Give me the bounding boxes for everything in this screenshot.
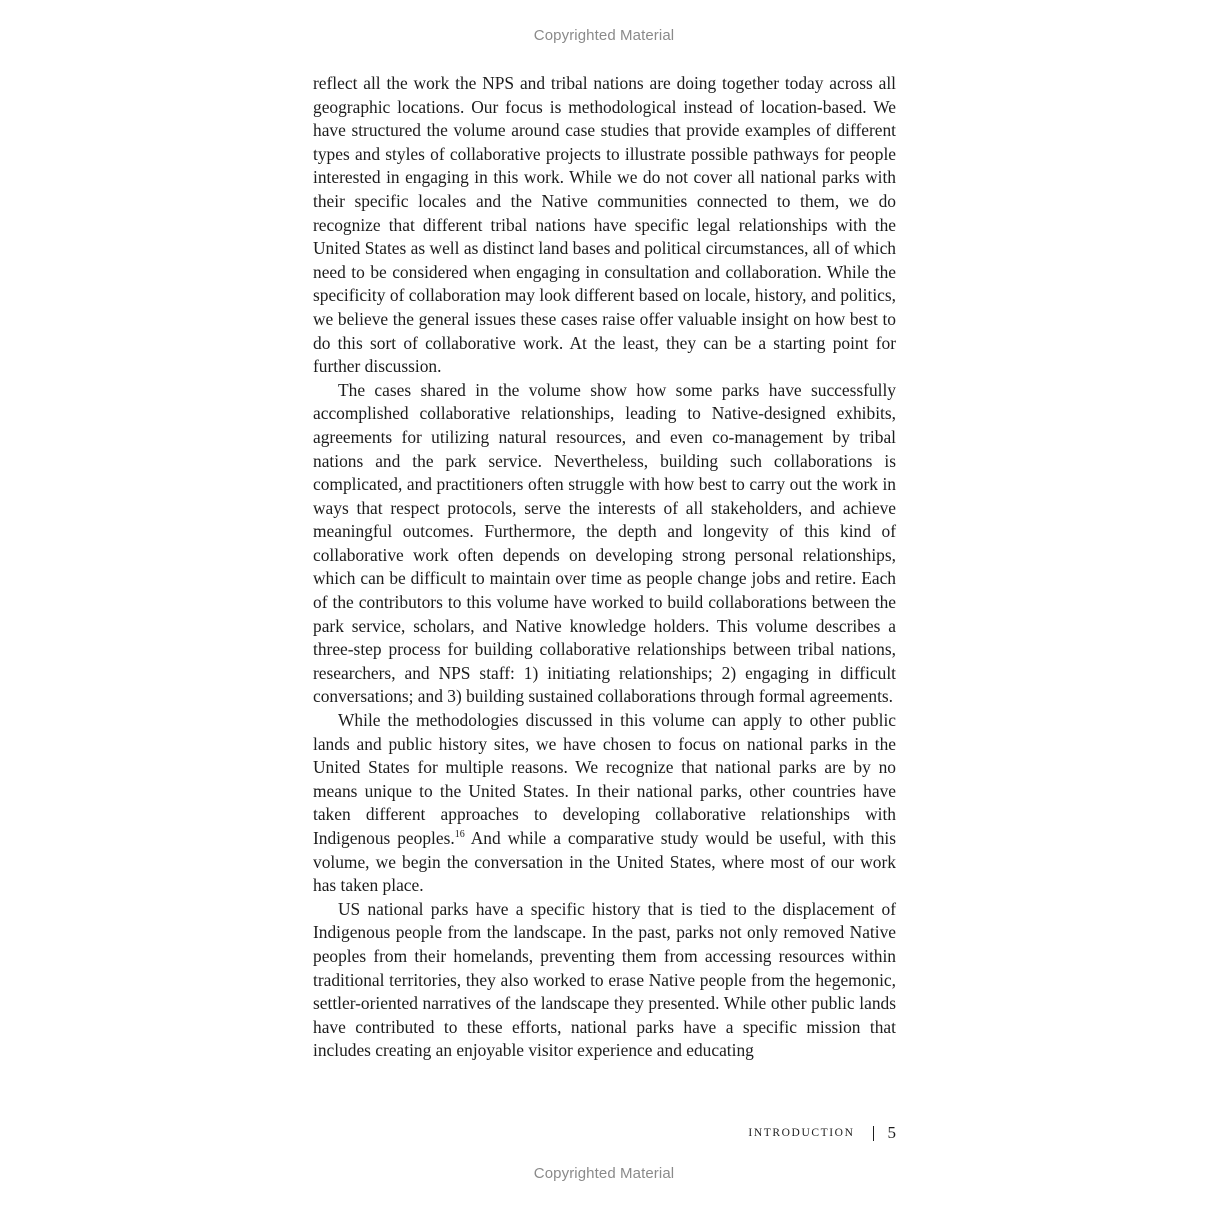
footer-divider [873,1126,874,1141]
running-section-title: INTRODUCTION [748,1127,855,1139]
page-body [313,72,896,1063]
body-paragraph-2: The cases shared in the volume show how some parks have successfully accomplished collaborative relationships, leading to Native-designed exhibits, agreements for utilizing natural resources, and even co-management by tribal nations and the park service. Nevertheless, building such collaborations is complicated, and practitioners often struggle with how best to carry out the work in ways that respect protocols, serve the interests of all stakeholders, and achieve meaningful outcomes. Furthermore, the depth and longevity of this kind of collaborative work often depends on developing strong personal relationships, which can be difficult to maintain over time as people change jobs and retire. Each of the contributors to this volume have worked to build collaborations between the park service, scholars, and Native knowledge holders. This volume describes a three-step process for building collaborative relationships between tribal nations, researchers, and NPS staff: 1) initiating relationships; 2) engaging in difficult conversations; and 3) building sustained collaborations through formal agreements. [313,379,896,707]
running-footer [748,1123,896,1143]
body-paragraph-3 [313,709,896,898]
paragraph-3-text-before-note: While the methodologies discussed in this volume can apply to other public lands and public history sites, we have chosen to focus on national parks in the United States for multiple reasons. We recognize that national parks are by no means unique to the United States. In their national parks, other countries have taken different approaches to developing collaborative relationships with Indigenous peoples. [313,710,896,848]
paragraph-3-text-after-note: And while a comparative study would be useful, with this volume, we begin the conversation in the United States, where most of our work has taken place. [313,828,897,896]
page-number: 5 [887,1123,896,1142]
body-paragraph-4: US national parks have a specific history that is tied to the displacement of Indigenous people from the landscape. In the past, parks not only removed Native peoples from their homelands, preventing them from accessing resources within traditional territories, they also worked to erase Native people from the hegemonic, settler-oriented narratives of the landscape they presented. While other public lands have contributed to these efforts, national parks have a specific mission that includes creating an enjoyable visitor experience and educating [313,898,896,1061]
copyright-watermark-bottom: Copyrighted Material [533,1165,675,1182]
copyright-watermark-top: Copyrighted Material [533,27,675,44]
body-paragraph-1: reflect all the work the NPS and tribal nations are doing together today across all geographic locations. Our focus is methodological instead of location-based. We have structured the volume around case studies that provide examples of different types and styles of collaborative projects to illustrate possible pathways for people interested in engaging in this work. While we do not cover all national parks with their specific locales and the Native communities connected to them, we do recognize that different tribal nations have specific legal relationships with the United States as well as distinct land bases and political circumstances, all of which need to be considered when engaging in consultation and collaboration. While the specificity of collaboration may look different based on locale, history, and politics, we believe the general issues these cases raise offer valuable insight on how best to do this sort of collaborative work. At the least, they can be a starting point for further discussion. [313,73,896,377]
footnote-reference: 16 [454,829,465,841]
